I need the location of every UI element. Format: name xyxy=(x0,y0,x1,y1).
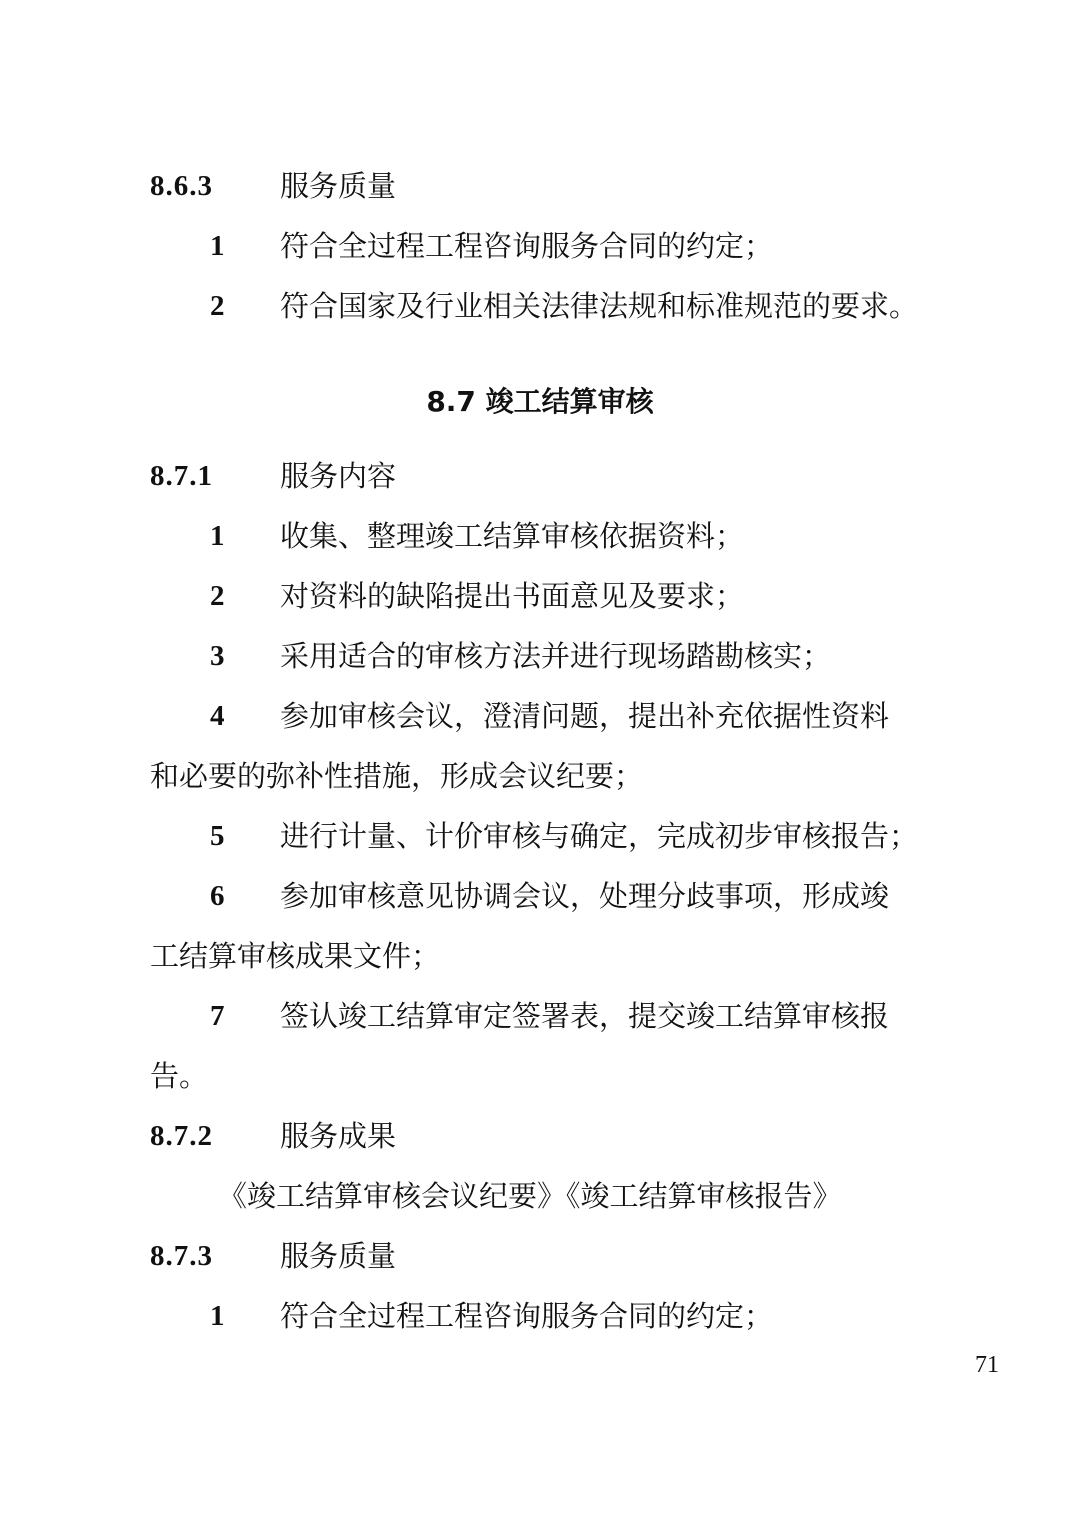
item-number: 4 xyxy=(210,700,225,732)
item-text-continued: 告。 xyxy=(150,1059,209,1093)
clause-number-8-7-2: 8.7.2 xyxy=(150,1120,213,1152)
item-text-continued: 和必要的弥补性措施，形成会议纪要； xyxy=(150,759,644,793)
clause-number-8-7-3: 8.7.3 xyxy=(150,1240,213,1272)
item-text: 采用适合的审核方法并进行现场踏勘核实； xyxy=(280,639,832,673)
item-text: 符合全过程工程咨询服务合同的约定； xyxy=(280,1299,774,1333)
item-number: 7 xyxy=(210,1000,225,1032)
section-title-8-7: 8.7 竣工结算审核 xyxy=(426,385,654,418)
clause-number-8-7-1: 8.7.1 xyxy=(150,460,213,492)
item-text: 收集、整理竣工结算审核依据资料； xyxy=(280,519,745,553)
item-text: 签认竣工结算审定签署表，提交竣工结算审核报 xyxy=(280,999,890,1033)
deliverables-text: 《竣工结算审核会议纪要》《竣工结算审核报告》 xyxy=(218,1179,842,1213)
item-number: 1 xyxy=(210,230,225,262)
clause-number-8-6-3: 8.6.3 xyxy=(150,170,213,202)
page-number: 71 xyxy=(975,1352,999,1378)
item-number: 2 xyxy=(210,580,225,612)
item-text: 符合国家及行业相关法律法规和标准规范的要求。 xyxy=(280,289,919,323)
item-number: 3 xyxy=(210,640,225,672)
clause-title-8-7-3: 服务质量 xyxy=(280,1239,397,1273)
clause-title-8-7-1: 服务内容 xyxy=(280,459,397,493)
item-text-continued: 工结算审核成果文件； xyxy=(150,939,441,973)
item-text: 符合全过程工程咨询服务合同的约定； xyxy=(280,229,774,263)
item-text: 进行计量、计价审核与确定，完成初步审核报告； xyxy=(280,819,919,853)
clause-title-8-6-3: 服务质量 xyxy=(280,169,397,203)
item-number: 1 xyxy=(210,1300,225,1332)
item-number: 5 xyxy=(210,820,225,852)
item-text: 参加审核意见协调会议，处理分歧事项，形成竣 xyxy=(280,879,890,913)
clause-title-8-7-2: 服务成果 xyxy=(280,1119,397,1153)
item-number: 2 xyxy=(210,290,225,322)
item-text: 对资料的缺陷提出书面意见及要求； xyxy=(280,579,745,613)
item-number: 6 xyxy=(210,880,225,912)
item-number: 1 xyxy=(210,520,225,552)
item-text: 参加审核会议，澄清问题，提出补充依据性资料 xyxy=(280,699,890,733)
